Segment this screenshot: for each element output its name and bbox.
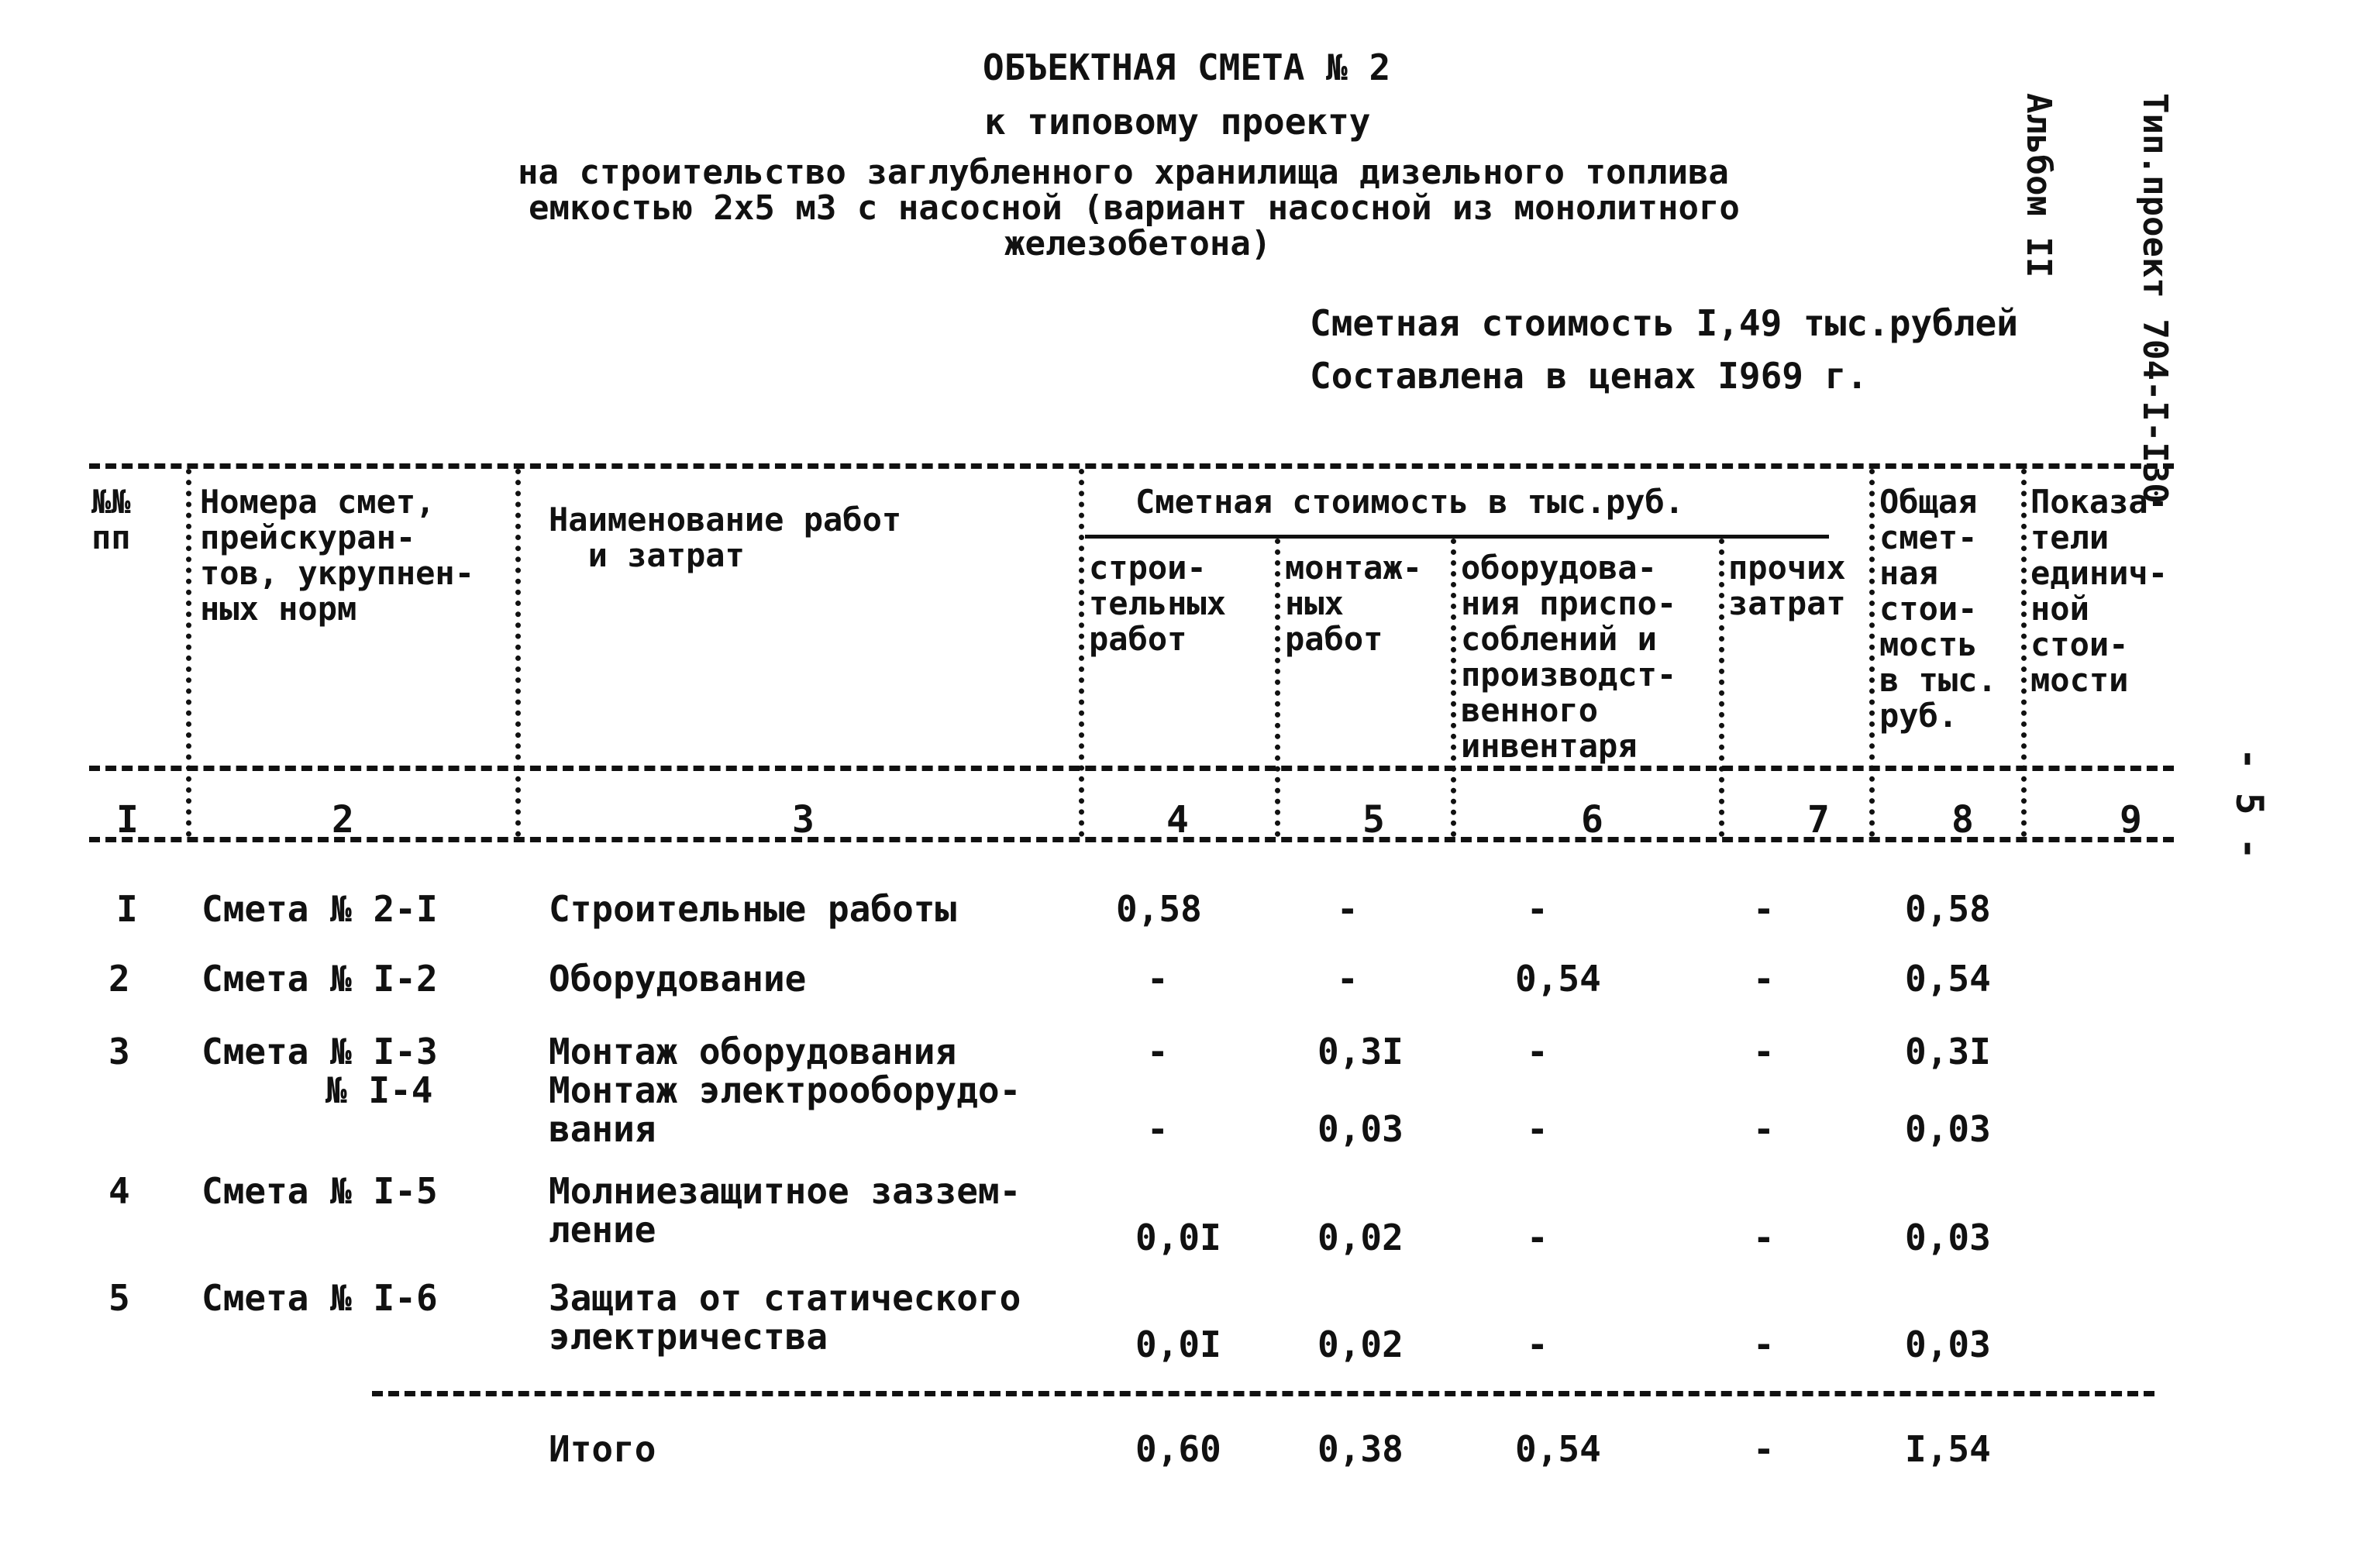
header-other: прочих затрат [1728, 549, 1846, 622]
header-total-cost: Общая смет- ная стои- мость в тыс. руб. [1879, 483, 1997, 735]
equipment-cost: 0,54 [1515, 958, 1601, 1000]
estimate-reference: Смета № I-2 [201, 958, 438, 1000]
group-header-rule [1085, 535, 1829, 539]
header-bottom-rule [89, 766, 2174, 771]
equipment-cost: - [1527, 888, 1548, 930]
document-subtitle: к типовому проекту [984, 101, 1371, 143]
project-description-line-1: на строительство заглубленного хранилища дизельного топлива [518, 153, 1729, 192]
header-equipment: оборудова- ния приспо- соблений и производст- венного инвентаря [1461, 549, 1677, 765]
construction-cost: - [1147, 958, 1169, 1000]
document-title: ОБЪЕКТНАЯ СМЕТА № 2 [983, 46, 1391, 88]
column-number: 5 [1362, 798, 1385, 842]
column-number: 7 [1807, 798, 1830, 842]
column-number: 2 [332, 798, 354, 842]
column-separator [515, 469, 521, 837]
work-name: Монтаж электрооборудо- вания [549, 1069, 1021, 1150]
work-name: Строительные работы [549, 888, 957, 930]
estimate-reference: № I-4 [325, 1069, 433, 1111]
header-row-number: №№ пп [91, 483, 131, 556]
installation-cost: 0,02 [1317, 1324, 1404, 1365]
column-number: 3 [792, 798, 815, 842]
total-other-cost: - [1753, 1428, 1775, 1470]
price-basis: Составлена в ценах I969 г. [1310, 355, 1869, 397]
installation-cost: 0,03 [1317, 1108, 1404, 1150]
row-number: I [116, 888, 138, 930]
total-cost: 0,58 [1905, 888, 1991, 930]
equipment-cost: - [1527, 1031, 1548, 1072]
row-number: 5 [108, 1277, 130, 1319]
construction-cost: 0,0I [1135, 1324, 1221, 1365]
album-number: Альбом II [2019, 93, 2058, 278]
column-separator [1451, 539, 1456, 837]
work-name: Оборудование [549, 958, 807, 1000]
table-top-rule [89, 463, 2174, 469]
installation-cost: - [1337, 958, 1359, 1000]
total-installation-cost: 0,38 [1317, 1428, 1404, 1470]
estimate-reference: Смета № I-3 [201, 1031, 438, 1072]
row-number: 2 [108, 958, 130, 1000]
column-number: 6 [1581, 798, 1603, 842]
installation-cost: - [1337, 888, 1359, 930]
estimate-reference: Смета № I-5 [201, 1170, 438, 1212]
column-separator [1079, 469, 1084, 837]
total-cost: 0,03 [1905, 1108, 1991, 1150]
project-description-line-3: железобетона) [1004, 224, 1272, 263]
column-separator [1869, 469, 1875, 837]
construction-cost: 0,58 [1116, 888, 1202, 930]
estimated-cost: Сметная стоимость I,49 тыс.рублей [1310, 302, 2018, 344]
grand-total-cost: I,54 [1905, 1428, 1991, 1470]
other-cost: - [1753, 1217, 1775, 1258]
header-estimate-numbers: Номера смет, прейскуран- тов, укрупнен- ных норм [200, 483, 475, 628]
header-construction: строи- тельных работ [1089, 549, 1227, 658]
construction-cost: - [1147, 1031, 1169, 1072]
total-cost: 0,54 [1905, 958, 1991, 1000]
column-number: 8 [1951, 798, 1974, 842]
header-cost-group: Сметная стоимость в тыс.руб. [1135, 483, 1685, 521]
other-cost: - [1753, 1031, 1775, 1072]
estimate-reference: Смета № 2-I [201, 888, 438, 930]
other-cost: - [1753, 958, 1775, 1000]
equipment-cost: - [1527, 1324, 1548, 1365]
project-number: Тип.проект 704-I-I30 [2135, 93, 2175, 504]
estimate-reference: Смета № I-6 [201, 1277, 438, 1319]
equipment-cost: - [1527, 1108, 1548, 1150]
row-number: 3 [108, 1031, 130, 1072]
header-installation: монтаж- ных работ [1285, 549, 1423, 658]
work-name: Защита от статического электричества [549, 1277, 1021, 1358]
total-separator-rule [372, 1391, 2154, 1396]
installation-cost: 0,3I [1317, 1031, 1404, 1072]
total-equipment-cost: 0,54 [1515, 1428, 1601, 1470]
project-description-line-2: емкостью 2х5 м3 с насосной (вариант насосной из монолитного [529, 188, 1740, 228]
column-separator [2021, 469, 2027, 837]
construction-cost: 0,0I [1135, 1217, 1221, 1258]
column-separator [186, 469, 191, 837]
other-cost: - [1753, 888, 1775, 930]
column-separator [1275, 539, 1280, 837]
column-numbers-rule [89, 837, 2174, 842]
column-separator [1719, 539, 1724, 837]
column-number: I [116, 798, 139, 842]
column-number: 9 [2120, 798, 2142, 842]
project-reference [1980, 93, 2251, 504]
column-number: 4 [1166, 798, 1189, 842]
total-cost: 0,3I [1905, 1031, 1991, 1072]
header-work-name: Наименование работ и затрат [549, 501, 902, 574]
total-construction-cost: 0,60 [1135, 1428, 1221, 1470]
page-number: - 5 - [2227, 748, 2271, 860]
total-cost: 0,03 [1905, 1324, 1991, 1365]
work-name: Монтаж оборудования [549, 1031, 957, 1072]
construction-cost: - [1147, 1108, 1169, 1150]
total-cost: 0,03 [1905, 1217, 1991, 1258]
work-name: Молниезащитное заззем- ление [549, 1170, 1021, 1251]
header-unit-indicators: Показа- тели единич- ной стои- мости [2030, 483, 2168, 699]
total-label: Итого [549, 1428, 656, 1470]
other-cost: - [1753, 1324, 1775, 1365]
installation-cost: 0,02 [1317, 1217, 1404, 1258]
row-number: 4 [108, 1170, 130, 1212]
equipment-cost: - [1527, 1217, 1548, 1258]
other-cost: - [1753, 1108, 1775, 1150]
